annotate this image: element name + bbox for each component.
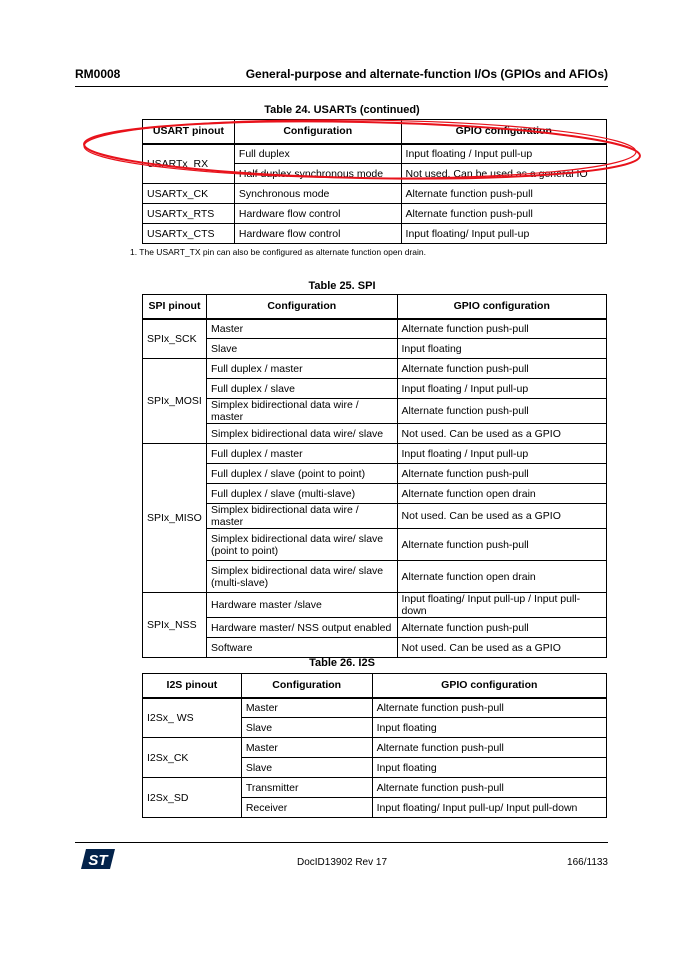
pin-cell: USARTx_CK	[143, 184, 235, 204]
gpio-cell: Alternate function push-pull	[372, 738, 606, 758]
table-row	[143, 504, 607, 529]
document-id: RM0008	[75, 67, 121, 81]
column-header: GPIO configuration	[397, 295, 606, 319]
gpio-cell: Alternate function push-pull	[372, 698, 606, 718]
table-row	[143, 593, 607, 618]
config-cell: Hardware flow control	[234, 224, 401, 244]
footer-doc-id: DocID13902 Rev 17	[296, 857, 388, 868]
config-cell: Hardware master/ NSS output enabled	[206, 618, 397, 638]
pin-cell: I2Sx_CK	[143, 738, 242, 778]
gpio-cell: Alternate function push-pull	[397, 319, 606, 339]
table-row	[143, 561, 607, 593]
gpio-cell: Not used. Can be used as a general IO	[401, 164, 606, 184]
table24-footnote: 1. The USART_TX pin can also be configured as alternate function open drain.	[130, 247, 426, 257]
config-cell: Simplex bidirectional data wire/ slave (point to point)	[206, 529, 397, 561]
config-cell: Software	[206, 638, 397, 658]
gpio-cell: Input floating/ Input pull-up	[401, 224, 606, 244]
config-cell: Slave	[206, 339, 397, 359]
pin-cell: I2Sx_SD	[143, 778, 242, 818]
table-row	[143, 464, 607, 484]
gpio-cell: Input floating/ Input pull-up/ Input pull-down	[372, 798, 606, 818]
gpio-cell: Input floating/ Input pull-up / Input pull-down	[397, 593, 606, 618]
config-cell: Receiver	[241, 798, 372, 818]
section-title: General-purpose and alternate-function I/Os (GPIOs and AFIOs)	[245, 67, 608, 81]
config-cell: Full duplex / master	[206, 359, 397, 379]
table-header-row	[143, 295, 607, 319]
red-ellipse-annotation	[0, 0, 684, 200]
gpio-cell: Alternate function push-pull	[401, 184, 606, 204]
table-row	[143, 424, 607, 444]
table-row	[143, 319, 607, 339]
config-cell: Transmitter	[241, 778, 372, 798]
column-header: GPIO configuration	[372, 674, 606, 698]
gpio-cell: Alternate function push-pull	[397, 399, 606, 424]
spi-table	[142, 294, 607, 658]
config-cell: Full duplex / slave	[206, 379, 397, 399]
gpio-cell: Input floating / Input pull-up	[401, 144, 606, 164]
config-cell: Full duplex	[234, 144, 401, 164]
table-row	[143, 339, 607, 359]
pin-cell: USARTx_RX	[143, 144, 235, 184]
config-cell: Master	[241, 738, 372, 758]
config-cell: Master	[241, 698, 372, 718]
table24-caption: Table 24. USARTs (continued)	[264, 104, 420, 116]
table-row	[143, 618, 607, 638]
table-row	[143, 698, 607, 718]
pin-cell: SPIx_MISO	[143, 444, 207, 593]
gpio-cell: Input floating / Input pull-up	[397, 444, 606, 464]
pin-cell: USARTx_RTS	[143, 204, 235, 224]
column-header: SPI pinout	[143, 295, 207, 319]
config-cell: Slave	[241, 758, 372, 778]
table-row	[143, 778, 607, 798]
gpio-cell: Alternate function push-pull	[397, 359, 606, 379]
column-header: GPIO configuration	[401, 120, 606, 144]
gpio-cell: Alternate function open drain	[397, 484, 606, 504]
table26-caption: Table 26. I2S	[309, 657, 375, 669]
gpio-cell: Input floating / Input pull-up	[397, 379, 606, 399]
table-row	[143, 379, 607, 399]
table25-caption: Table 25. SPI	[308, 280, 376, 292]
config-cell: Full duplex / master	[206, 444, 397, 464]
config-cell: Master	[206, 319, 397, 339]
config-cell: Half duplex synchronous mode	[234, 164, 401, 184]
config-cell: Full duplex / slave (multi-slave)	[206, 484, 397, 504]
config-cell: Simplex bidirectional data wire / master	[206, 399, 397, 424]
pin-cell: SPIx_MOSI	[143, 359, 207, 444]
gpio-cell: Alternate function open drain	[397, 561, 606, 593]
column-header: I2S pinout	[143, 674, 242, 698]
pin-cell: SPIx_NSS	[143, 593, 207, 658]
page-number: 166/1133	[567, 857, 608, 868]
table-row	[143, 529, 607, 561]
gpio-cell: Alternate function push-pull	[397, 529, 606, 561]
svg-text:ST: ST	[88, 852, 108, 869]
gpio-cell: Alternate function push-pull	[401, 204, 606, 224]
table-row	[143, 359, 607, 379]
table-row	[143, 399, 607, 424]
footer-rule	[75, 842, 608, 843]
table-row	[143, 738, 607, 758]
config-cell: Slave	[241, 718, 372, 738]
pin-cell: SPIx_SCK	[143, 319, 207, 359]
config-cell: Hardware flow control	[234, 204, 401, 224]
config-cell: Synchronous mode	[234, 184, 401, 204]
gpio-cell: Alternate function push-pull	[397, 464, 606, 484]
pin-cell: I2Sx_ WS	[143, 698, 242, 738]
config-cell: Hardware master /slave	[206, 593, 397, 618]
i2s-table	[142, 673, 607, 818]
config-cell: Simplex bidirectional data wire/ slave (multi-slave)	[206, 561, 397, 593]
table-row	[143, 484, 607, 504]
table-row	[143, 204, 607, 224]
config-cell: Full duplex / slave (point to point)	[206, 464, 397, 484]
gpio-cell: Input floating	[372, 758, 606, 778]
config-cell: Simplex bidirectional data wire/ slave	[206, 424, 397, 444]
table-row	[143, 444, 607, 464]
table-header-row	[143, 674, 607, 698]
column-header: USART pinout	[143, 120, 235, 144]
column-header: Configuration	[206, 295, 397, 319]
gpio-cell: Input floating	[372, 718, 606, 738]
column-header: Configuration	[234, 120, 401, 144]
pin-cell: USARTx_CTS	[143, 224, 235, 244]
gpio-cell: Alternate function push-pull	[372, 778, 606, 798]
table-row	[143, 224, 607, 244]
column-header: Configuration	[241, 674, 372, 698]
gpio-cell: Not used. Can be used as a GPIO	[397, 424, 606, 444]
gpio-cell: Not used. Can be used as a GPIO	[397, 504, 606, 529]
config-cell: Simplex bidirectional data wire / master	[206, 504, 397, 529]
gpio-cell: Not used. Can be used as a GPIO	[397, 638, 606, 658]
gpio-cell: Input floating	[397, 339, 606, 359]
gpio-cell: Alternate function push-pull	[397, 618, 606, 638]
table-row	[143, 638, 607, 658]
